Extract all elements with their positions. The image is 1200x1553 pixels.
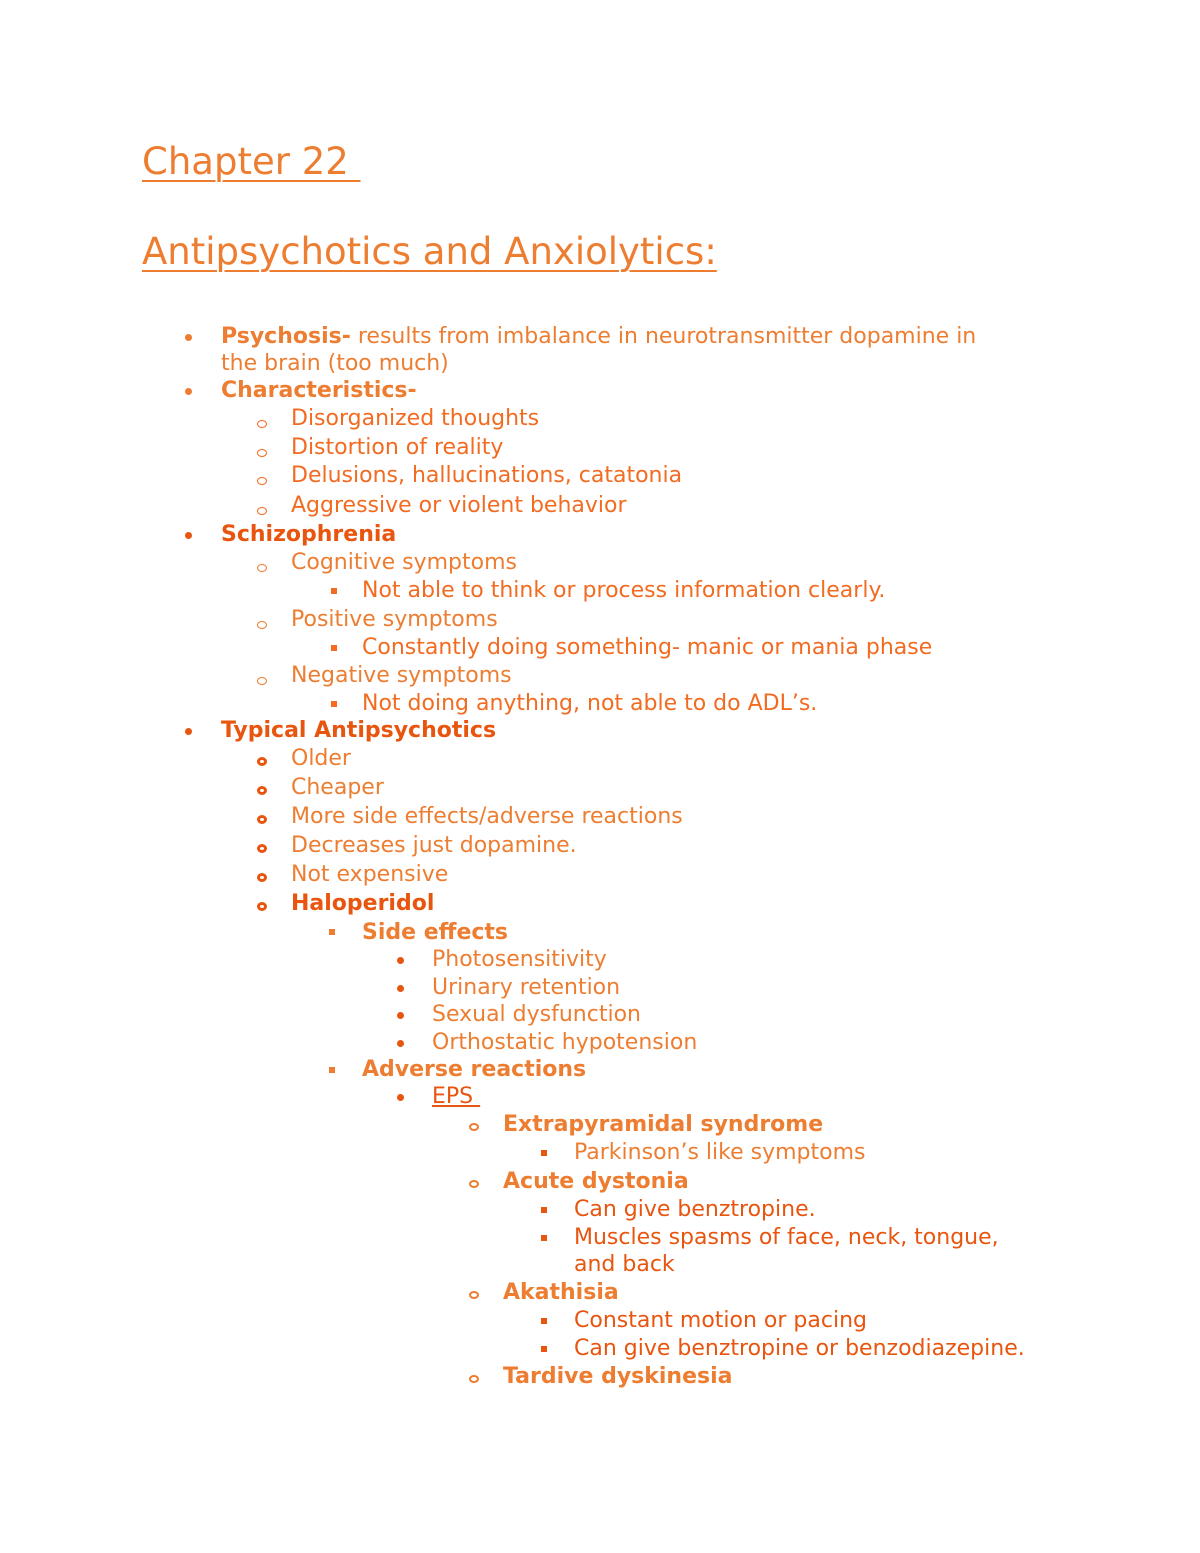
adverse-reactions-label: Adverse reactions <box>362 1057 587 1082</box>
bullet-circle-icon <box>257 873 267 882</box>
bullet-circle-icon <box>257 815 267 824</box>
eps-full-term: Extrapyramidal syndrome <box>503 1112 824 1137</box>
list-item: Not able to think or process information clearly. <box>362 578 886 603</box>
akathisia-term: Akathisia <box>503 1280 619 1305</box>
list-item-cont: and back <box>574 1252 675 1277</box>
list-item: Negative symptoms <box>291 663 512 688</box>
list-item: Aggressive or violent behavior <box>291 493 627 518</box>
list-item: Cheaper <box>291 775 384 800</box>
list-item: Photosensitivity <box>432 947 607 972</box>
list-item: Constant motion or pacing <box>574 1308 867 1333</box>
psychosis-text: results from imbalance in neurotransmitter dopamine in <box>350 324 977 349</box>
bullet-circle-icon <box>257 677 267 685</box>
schizophrenia-term: Schizophrenia <box>221 522 397 547</box>
list-item: Distortion of reality <box>291 435 504 460</box>
bullet-dot-icon <box>185 334 192 341</box>
bullet-dot-icon <box>185 532 192 539</box>
bullet-square-icon <box>541 1346 547 1352</box>
psychosis-text-cont: the brain (too much) <box>221 351 449 376</box>
list-item: Orthostatic hypotension <box>432 1030 698 1055</box>
bullet-square-icon <box>329 1067 335 1073</box>
typical-term: Typical Antipsychotics <box>221 718 497 743</box>
bullet-circle-icon <box>257 507 267 515</box>
chapter-heading: Chapter 22 <box>142 140 361 183</box>
list-item: Muscles spasms of face, neck, tongue, <box>574 1225 999 1250</box>
list-item: Can give benztropine or benzodiazepine. <box>574 1336 1025 1361</box>
psychosis-item <box>221 324 976 350</box>
bullet-circle-icon <box>257 757 267 766</box>
bullet-dot-icon <box>185 728 192 735</box>
bullet-circle-icon <box>257 844 267 853</box>
bullet-dot-icon <box>397 1040 404 1047</box>
acute-dystonia-term: Acute dystonia <box>503 1169 689 1194</box>
bullet-square-icon <box>331 701 337 707</box>
bullet-square-icon <box>331 645 337 651</box>
bullet-circle-icon <box>257 564 267 572</box>
list-item: Parkinson’s like symptoms <box>574 1140 866 1165</box>
bullet-circle-icon <box>257 420 267 428</box>
bullet-circle-icon <box>469 1180 479 1188</box>
characteristics-term: Characteristics- <box>221 378 417 403</box>
bullet-dot-icon <box>185 388 192 395</box>
list-item: Urinary retention <box>432 975 621 1000</box>
bullet-circle-icon <box>257 902 267 911</box>
list-item: Constantly doing something- manic or mania phase <box>362 635 933 660</box>
list-item: Decreases just dopamine. <box>291 833 577 858</box>
list-item: Positive symptoms <box>291 607 498 632</box>
list-item: Older <box>291 746 351 771</box>
eps-term: EPS <box>432 1084 481 1109</box>
bullet-dot-icon <box>397 1094 404 1101</box>
bullet-square-icon <box>331 588 337 594</box>
list-item: Sexual dysfunction <box>432 1002 641 1027</box>
bullet-circle-icon <box>469 1291 479 1299</box>
list-item: Cognitive symptoms <box>291 550 517 575</box>
list-item: Can give benztropine. <box>574 1197 816 1222</box>
bullet-circle-icon <box>257 449 267 457</box>
list-item: Delusions, hallucinations, catatonia <box>291 463 683 488</box>
page-title: Antipsychotics and Anxiolytics: <box>142 230 717 273</box>
list-item: More side effects/adverse reactions <box>291 804 683 829</box>
list-item: Not expensive <box>291 862 449 887</box>
bullet-square-icon <box>541 1235 547 1241</box>
bullet-square-icon <box>541 1318 547 1324</box>
bullet-dot-icon <box>397 1012 404 1019</box>
list-item: Not doing anything, not able to do ADL’s. <box>362 691 818 716</box>
bullet-square-icon <box>541 1207 547 1213</box>
bullet-circle-icon <box>257 621 267 629</box>
bullet-dot-icon <box>397 957 404 964</box>
bullet-circle-icon <box>257 786 267 795</box>
bullet-circle-icon <box>469 1123 479 1131</box>
bullet-square-icon <box>541 1150 547 1156</box>
psychosis-term: Psychosis- <box>221 324 351 349</box>
bullet-circle-icon <box>469 1375 479 1383</box>
bullet-square-icon <box>329 929 335 935</box>
haloperidol-term: Haloperidol <box>291 891 435 916</box>
list-item: Disorganized thoughts <box>291 406 540 431</box>
tardive-term: Tardive dyskinesia <box>503 1364 733 1389</box>
bullet-circle-icon <box>257 477 267 485</box>
bullet-dot-icon <box>397 985 404 992</box>
side-effects-label: Side effects <box>362 920 509 945</box>
